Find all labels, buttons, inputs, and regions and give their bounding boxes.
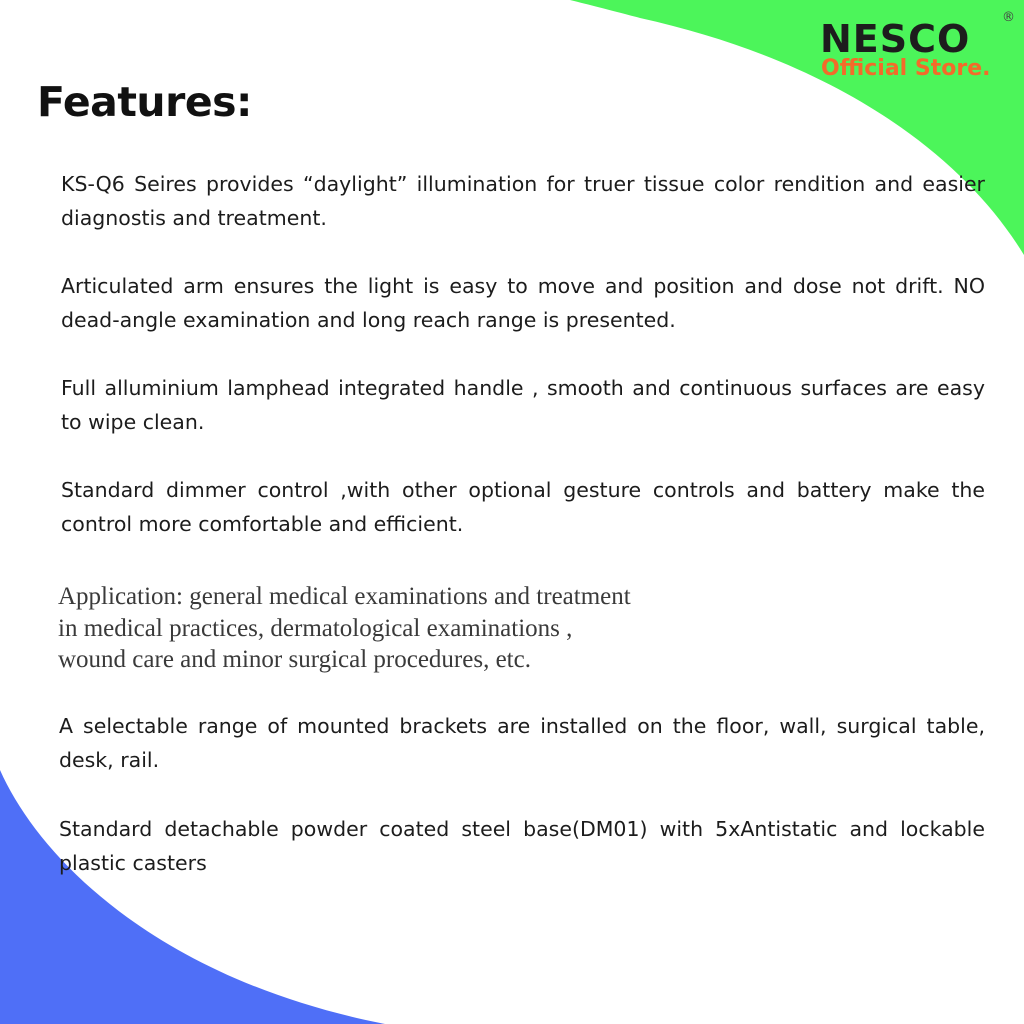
application-note: [58, 581, 818, 676]
application-line: in medical practices, dermatological examinations ,: [58, 614, 573, 642]
feature-paragraph: A selectable range of mounted brackets are installed on the floor, wall, surgical table, desk, rail.: [59, 714, 985, 772]
feature-paragraph: Standard detachable powder coated steel base(DM01) with 5xAntistatic and lockable plastic casters: [59, 817, 985, 875]
feature-paragraph: Articulated arm ensures the light is easy to move and position and dose not drift. NO dead-angle examination and long reach range is presented.: [61, 274, 985, 332]
application-line: wound care and minor surgical procedures, etc.: [58, 646, 531, 673]
registered-mark: ®: [1002, 10, 1015, 25]
feature-paragraph: Full alluminium lamphead integrated handle , smooth and continuous surfaces are easy to wipe clean.: [61, 376, 985, 434]
feature-paragraph: Standard dimmer control ,with other optional gesture controls and battery make the control more comfortable and efficient.: [61, 478, 985, 536]
feature-paragraph: KS-Q6 Seires provides “daylight” illumination for truer tissue color rendition and easier diagnostis and treatment.: [61, 172, 985, 230]
official-store-label: Official Store.: [821, 56, 991, 81]
page-title: Features:: [37, 78, 252, 126]
brand-logo[interactable]: [818, 8, 1018, 88]
blue-corner-shape: [0, 770, 385, 1024]
application-line: Application: general medical examinations and treatment: [58, 583, 631, 610]
brand-name: NESCO: [820, 17, 971, 61]
